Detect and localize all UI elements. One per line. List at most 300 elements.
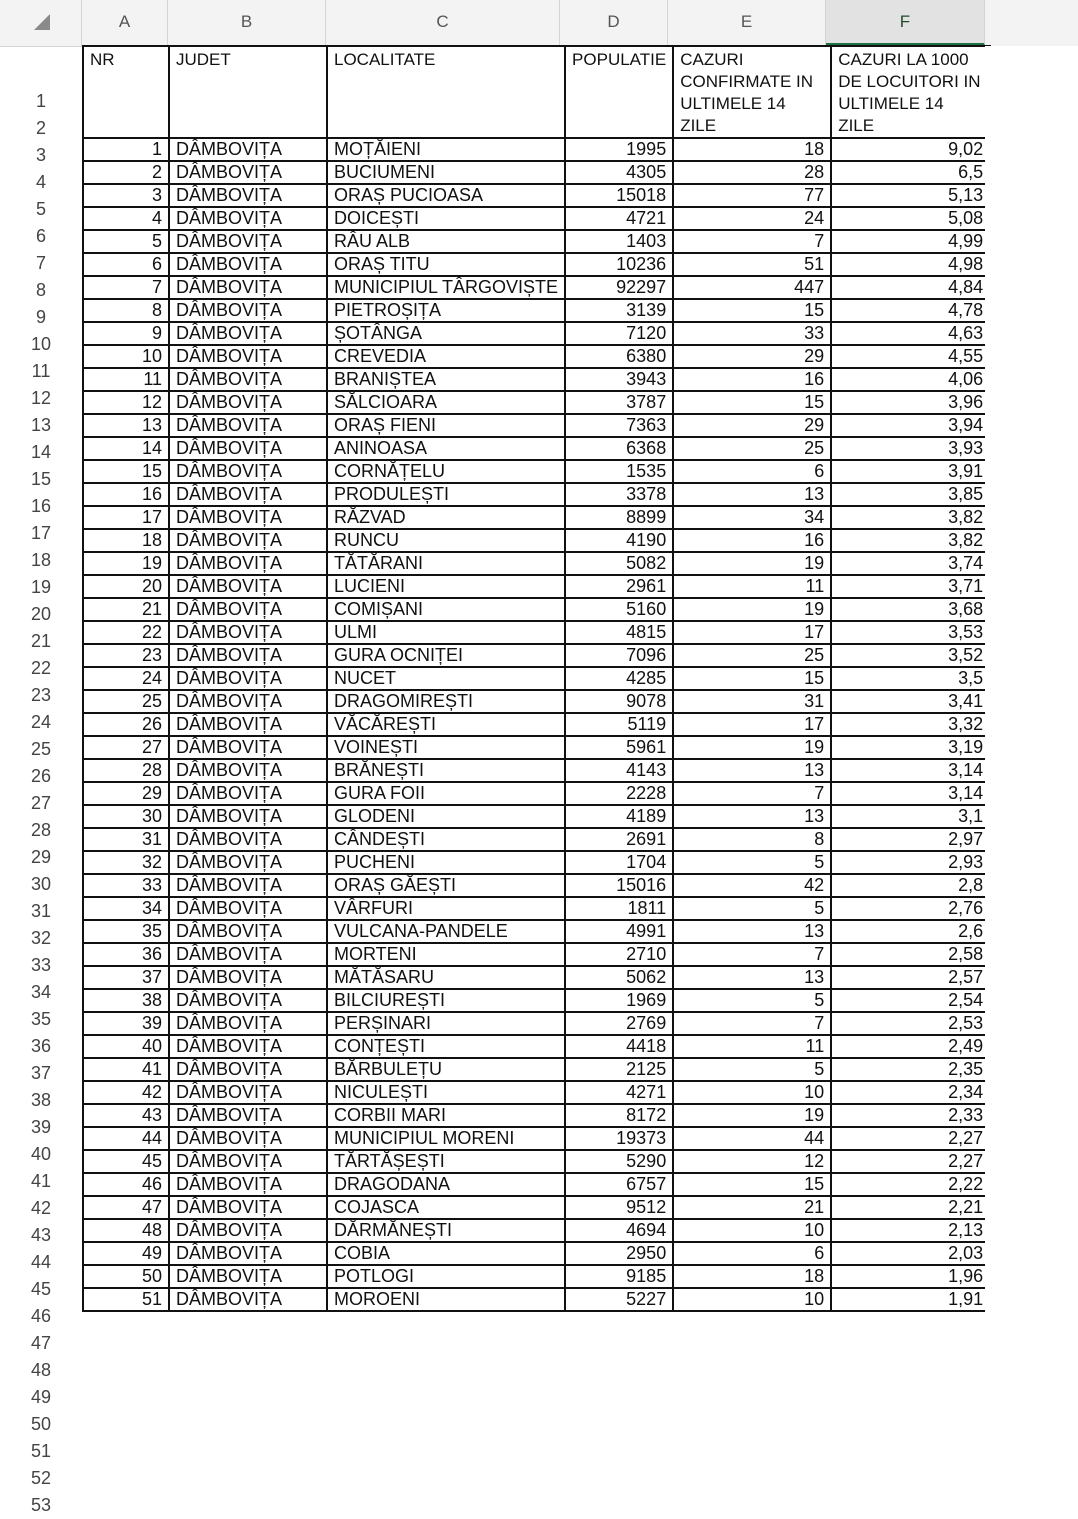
cell-nr[interactable]: 36 (83, 943, 169, 966)
row-number[interactable]: 22 (0, 655, 82, 682)
cell-cazuri[interactable]: 13 (673, 920, 831, 943)
cell-localitate[interactable]: ORAȘ GĂEȘTI (327, 874, 565, 897)
cell-rata[interactable]: 4,55 (831, 345, 990, 368)
cell-nr[interactable]: 47 (83, 1196, 169, 1219)
cell-localitate[interactable]: TĂTĂRANI (327, 552, 565, 575)
row-number[interactable]: 48 (0, 1357, 82, 1384)
cell-cazuri[interactable]: 13 (673, 759, 831, 782)
cell-rata[interactable]: 2,6 (831, 920, 990, 943)
cell-localitate[interactable]: SĂLCIOARA (327, 391, 565, 414)
cell-populatie[interactable]: 4143 (565, 759, 673, 782)
cell-judet[interactable]: DÂMBOVIȚA (169, 1035, 327, 1058)
cell-localitate[interactable]: CÂNDEȘTI (327, 828, 565, 851)
cell-nr[interactable]: 44 (83, 1127, 169, 1150)
cell-populatie[interactable]: 4418 (565, 1035, 673, 1058)
row-number[interactable]: 36 (0, 1033, 82, 1060)
cell-populatie[interactable]: 2710 (565, 943, 673, 966)
cell-nr[interactable]: 51 (83, 1288, 169, 1311)
cell-rata[interactable]: 4,63 (831, 322, 990, 345)
cell-judet[interactable]: DÂMBOVIȚA (169, 253, 327, 276)
cell-nr[interactable]: 39 (83, 1012, 169, 1035)
cell-localitate[interactable]: BRĂNEȘTI (327, 759, 565, 782)
cell-cazuri[interactable]: 13 (673, 805, 831, 828)
row-number[interactable]: 35 (0, 1006, 82, 1033)
row-number[interactable]: 40 (0, 1141, 82, 1168)
cell-judet[interactable]: DÂMBOVIȚA (169, 1173, 327, 1196)
cell-populatie[interactable]: 4189 (565, 805, 673, 828)
cell-localitate[interactable]: COBIA (327, 1242, 565, 1265)
cell-populatie[interactable]: 5119 (565, 713, 673, 736)
header-nr[interactable]: NR (83, 46, 169, 138)
cell-localitate[interactable]: DOICEȘTI (327, 207, 565, 230)
cell-populatie[interactable]: 3378 (565, 483, 673, 506)
cell-nr[interactable]: 41 (83, 1058, 169, 1081)
column-header-d[interactable]: D (560, 0, 668, 46)
cell-nr[interactable]: 43 (83, 1104, 169, 1127)
cell-rata[interactable]: 2,03 (831, 1242, 990, 1265)
cell-judet[interactable]: DÂMBOVIȚA (169, 552, 327, 575)
cell-nr[interactable]: 30 (83, 805, 169, 828)
cell-rata[interactable]: 3,93 (831, 437, 990, 460)
cell-nr[interactable]: 48 (83, 1219, 169, 1242)
cell-judet[interactable]: DÂMBOVIȚA (169, 966, 327, 989)
cell-judet[interactable]: DÂMBOVIȚA (169, 276, 327, 299)
cell-localitate[interactable]: ULMI (327, 621, 565, 644)
cell-populatie[interactable]: 1704 (565, 851, 673, 874)
cell-cazuri[interactable]: 77 (673, 184, 831, 207)
cell-populatie[interactable]: 6368 (565, 437, 673, 460)
cell-localitate[interactable]: TĂRTĂȘEȘTI (327, 1150, 565, 1173)
cell-populatie[interactable]: 5062 (565, 966, 673, 989)
cell-rata[interactable]: 2,49 (831, 1035, 990, 1058)
cell-judet[interactable]: DÂMBOVIȚA (169, 828, 327, 851)
header-judet[interactable]: JUDET (169, 46, 327, 138)
cell-nr[interactable]: 10 (83, 345, 169, 368)
cell-localitate[interactable]: ORAȘ TITU (327, 253, 565, 276)
cell-cazuri[interactable]: 10 (673, 1081, 831, 1104)
row-number[interactable]: 14 (0, 439, 82, 466)
cell-cazuri[interactable]: 33 (673, 322, 831, 345)
cell-nr[interactable]: 42 (83, 1081, 169, 1104)
cell-cazuri[interactable]: 10 (673, 1219, 831, 1242)
cell-nr[interactable]: 28 (83, 759, 169, 782)
cell-rata[interactable]: 3,71 (831, 575, 990, 598)
cell-localitate[interactable]: CORNĂȚELU (327, 460, 565, 483)
cell-judet[interactable]: DÂMBOVIȚA (169, 690, 327, 713)
cell-judet[interactable]: DÂMBOVIȚA (169, 184, 327, 207)
cell-cazuri[interactable]: 5 (673, 851, 831, 874)
cell-rata[interactable]: 4,84 (831, 276, 990, 299)
cell-cazuri[interactable]: 19 (673, 552, 831, 575)
cell-nr[interactable]: 31 (83, 828, 169, 851)
cell-judet[interactable]: DÂMBOVIȚA (169, 1127, 327, 1150)
cell-cazuri[interactable]: 19 (673, 598, 831, 621)
row-number[interactable]: 12 (0, 385, 82, 412)
cell-nr[interactable]: 13 (83, 414, 169, 437)
cell-nr[interactable]: 26 (83, 713, 169, 736)
cell-cazuri[interactable]: 7 (673, 1012, 831, 1035)
cell-populatie[interactable]: 1535 (565, 460, 673, 483)
cell-nr[interactable]: 32 (83, 851, 169, 874)
cell-cazuri[interactable]: 51 (673, 253, 831, 276)
cell-nr[interactable]: 35 (83, 920, 169, 943)
cell-judet[interactable]: DÂMBOVIȚA (169, 161, 327, 184)
cell-rata[interactable]: 3,14 (831, 759, 990, 782)
cell-cazuri[interactable]: 17 (673, 621, 831, 644)
cell-judet[interactable]: DÂMBOVIȚA (169, 1219, 327, 1242)
row-number[interactable]: 16 (0, 493, 82, 520)
cell-nr[interactable]: 18 (83, 529, 169, 552)
cell-populatie[interactable]: 7363 (565, 414, 673, 437)
cell-localitate[interactable]: MUNICIPIUL MORENI (327, 1127, 565, 1150)
row-number[interactable]: 46 (0, 1303, 82, 1330)
cell-cazuri[interactable]: 28 (673, 161, 831, 184)
cell-populatie[interactable]: 6380 (565, 345, 673, 368)
cell-rata[interactable]: 4,99 (831, 230, 990, 253)
cell-localitate[interactable]: BUCIUMENI (327, 161, 565, 184)
cell-populatie[interactable]: 5290 (565, 1150, 673, 1173)
column-header-b[interactable]: B (168, 0, 326, 46)
row-number[interactable]: 33 (0, 952, 82, 979)
row-number[interactable]: 41 (0, 1168, 82, 1195)
row-number[interactable]: 49 (0, 1384, 82, 1411)
cell-localitate[interactable]: MUNICIPIUL TÂRGOVIȘTE (327, 276, 565, 299)
cell-populatie[interactable]: 2228 (565, 782, 673, 805)
cell-rata[interactable]: 3,52 (831, 644, 990, 667)
cell-populatie[interactable]: 5160 (565, 598, 673, 621)
cell-nr[interactable]: 11 (83, 368, 169, 391)
cell-localitate[interactable]: COMIȘANI (327, 598, 565, 621)
row-number[interactable]: 19 (0, 574, 82, 601)
cell-judet[interactable]: DÂMBOVIȚA (169, 1265, 327, 1288)
row-number[interactable]: 3 (0, 142, 82, 169)
select-all-corner[interactable] (0, 0, 82, 46)
cell-localitate[interactable]: BĂRBULEȚU (327, 1058, 565, 1081)
cell-nr[interactable]: 2 (83, 161, 169, 184)
cell-judet[interactable]: DÂMBOVIȚA (169, 230, 327, 253)
cell-nr[interactable]: 1 (83, 138, 169, 161)
cell-nr[interactable]: 9 (83, 322, 169, 345)
cell-populatie[interactable]: 9512 (565, 1196, 673, 1219)
cell-localitate[interactable]: MORTENI (327, 943, 565, 966)
cell-populatie[interactable]: 3139 (565, 299, 673, 322)
row-number[interactable]: 2 (0, 115, 82, 142)
cell-nr[interactable]: 19 (83, 552, 169, 575)
cell-cazuri[interactable]: 13 (673, 483, 831, 506)
cell-judet[interactable]: DÂMBOVIȚA (169, 1058, 327, 1081)
cell-judet[interactable]: DÂMBOVIȚA (169, 736, 327, 759)
row-number[interactable]: 43 (0, 1222, 82, 1249)
cell-localitate[interactable]: PUCHENI (327, 851, 565, 874)
cell-cazuri[interactable]: 7 (673, 230, 831, 253)
cell-rata[interactable]: 2,34 (831, 1081, 990, 1104)
cell-judet[interactable]: DÂMBOVIȚA (169, 299, 327, 322)
header-populatie[interactable]: POPULATIE (565, 46, 673, 138)
cell-localitate[interactable]: CREVEDIA (327, 345, 565, 368)
row-number[interactable]: 24 (0, 709, 82, 736)
cell-localitate[interactable]: CONȚEȘTI (327, 1035, 565, 1058)
cell-judet[interactable]: DÂMBOVIȚA (169, 138, 327, 161)
cell-populatie[interactable]: 4305 (565, 161, 673, 184)
cell-judet[interactable]: DÂMBOVIȚA (169, 414, 327, 437)
cell-populatie[interactable]: 4991 (565, 920, 673, 943)
cell-judet[interactable]: DÂMBOVIȚA (169, 759, 327, 782)
cell-populatie[interactable]: 4271 (565, 1081, 673, 1104)
cell-rata[interactable]: 3,14 (831, 782, 990, 805)
row-number[interactable]: 25 (0, 736, 82, 763)
cell-rata[interactable]: 1,96 (831, 1265, 990, 1288)
cell-rata[interactable]: 2,13 (831, 1219, 990, 1242)
cell-rata[interactable]: 2,8 (831, 874, 990, 897)
cell-localitate[interactable]: DRAGOMIREȘTI (327, 690, 565, 713)
cell-rata[interactable]: 3,32 (831, 713, 990, 736)
cell-localitate[interactable]: CORBII MARI (327, 1104, 565, 1127)
cell-rata[interactable]: 3,68 (831, 598, 990, 621)
cell-cazuri[interactable]: 29 (673, 414, 831, 437)
cell-rata[interactable]: 2,27 (831, 1150, 990, 1173)
cell-localitate[interactable]: NUCET (327, 667, 565, 690)
row-number[interactable]: 8 (0, 277, 82, 304)
cell-nr[interactable]: 21 (83, 598, 169, 621)
cell-populatie[interactable]: 1811 (565, 897, 673, 920)
row-number[interactable]: 1 (0, 88, 82, 114)
cell-rata[interactable]: 9,02 (831, 138, 990, 161)
cell-populatie[interactable]: 1403 (565, 230, 673, 253)
row-number[interactable]: 30 (0, 871, 82, 898)
cell-cazuri[interactable]: 11 (673, 575, 831, 598)
cell-nr[interactable]: 23 (83, 644, 169, 667)
cell-rata[interactable]: 2,21 (831, 1196, 990, 1219)
row-number[interactable]: 4 (0, 169, 82, 196)
cell-rata[interactable]: 3,85 (831, 483, 990, 506)
cell-rata[interactable]: 2,58 (831, 943, 990, 966)
cell-nr[interactable]: 7 (83, 276, 169, 299)
cell-nr[interactable]: 50 (83, 1265, 169, 1288)
cell-judet[interactable]: DÂMBOVIȚA (169, 575, 327, 598)
cell-localitate[interactable]: MĂTĂSARU (327, 966, 565, 989)
cell-localitate[interactable]: BRANIȘTEA (327, 368, 565, 391)
cell-localitate[interactable]: GURA OCNIȚEI (327, 644, 565, 667)
cell-judet[interactable]: DÂMBOVIȚA (169, 460, 327, 483)
cell-populatie[interactable]: 4815 (565, 621, 673, 644)
cell-judet[interactable]: DÂMBOVIȚA (169, 644, 327, 667)
row-number[interactable]: 51 (0, 1438, 82, 1465)
cell-rata[interactable]: 5,08 (831, 207, 990, 230)
cell-judet[interactable]: DÂMBOVIȚA (169, 1150, 327, 1173)
cell-populatie[interactable]: 19373 (565, 1127, 673, 1150)
cell-rata[interactable]: 3,5 (831, 667, 990, 690)
cell-cazuri[interactable]: 44 (673, 1127, 831, 1150)
cell-localitate[interactable]: PERȘINARI (327, 1012, 565, 1035)
cell-judet[interactable]: DÂMBOVIȚA (169, 782, 327, 805)
cell-rata[interactable]: 2,22 (831, 1173, 990, 1196)
cell-populatie[interactable]: 7120 (565, 322, 673, 345)
header-rata[interactable]: CAZURI LA 1000 DE LOCUITORI IN ULTIMELE 14 ZILE (831, 46, 990, 138)
cell-localitate[interactable]: BILCIUREȘTI (327, 989, 565, 1012)
cell-judet[interactable]: DÂMBOVIȚA (169, 506, 327, 529)
header-cazuri[interactable]: CAZURI CONFIRMATE IN ULTIMELE 14 ZILE (673, 46, 831, 138)
cell-populatie[interactable]: 4721 (565, 207, 673, 230)
cell-nr[interactable]: 16 (83, 483, 169, 506)
cell-cazuri[interactable]: 24 (673, 207, 831, 230)
row-number[interactable]: 27 (0, 790, 82, 817)
row-number[interactable]: 21 (0, 628, 82, 655)
cell-judet[interactable]: DÂMBOVIȚA (169, 1196, 327, 1219)
cell-localitate[interactable]: PRODULEȘTI (327, 483, 565, 506)
row-number[interactable]: 53 (0, 1492, 82, 1519)
cell-rata[interactable]: 5,13 (831, 184, 990, 207)
cell-populatie[interactable]: 5227 (565, 1288, 673, 1311)
cell-judet[interactable]: DÂMBOVIȚA (169, 851, 327, 874)
cell-rata[interactable]: 3,91 (831, 460, 990, 483)
cell-populatie[interactable]: 4190 (565, 529, 673, 552)
cell-nr[interactable]: 4 (83, 207, 169, 230)
cell-cazuri[interactable]: 18 (673, 138, 831, 161)
cell-nr[interactable]: 17 (83, 506, 169, 529)
row-number[interactable]: 7 (0, 250, 82, 277)
cell-rata[interactable]: 2,93 (831, 851, 990, 874)
cell-cazuri[interactable]: 5 (673, 1058, 831, 1081)
cell-cazuri[interactable]: 19 (673, 736, 831, 759)
cell-nr[interactable]: 29 (83, 782, 169, 805)
cell-judet[interactable]: DÂMBOVIȚA (169, 322, 327, 345)
cell-judet[interactable]: DÂMBOVIȚA (169, 920, 327, 943)
cell-nr[interactable]: 40 (83, 1035, 169, 1058)
cell-populatie[interactable]: 2961 (565, 575, 673, 598)
cell-populatie[interactable]: 7096 (565, 644, 673, 667)
cell-rata[interactable]: 2,33 (831, 1104, 990, 1127)
cell-judet[interactable]: DÂMBOVIȚA (169, 483, 327, 506)
cell-nr[interactable]: 20 (83, 575, 169, 598)
cell-populatie[interactable]: 3787 (565, 391, 673, 414)
cell-cazuri[interactable]: 16 (673, 368, 831, 391)
row-number[interactable]: 11 (0, 358, 82, 385)
cell-rata[interactable]: 2,97 (831, 828, 990, 851)
cell-cazuri[interactable]: 25 (673, 644, 831, 667)
row-number[interactable]: 52 (0, 1465, 82, 1492)
cell-nr[interactable]: 24 (83, 667, 169, 690)
cell-rata[interactable]: 2,27 (831, 1127, 990, 1150)
cell-nr[interactable]: 46 (83, 1173, 169, 1196)
cell-populatie[interactable]: 5082 (565, 552, 673, 575)
row-number[interactable]: 37 (0, 1060, 82, 1087)
cell-cazuri[interactable]: 16 (673, 529, 831, 552)
cell-rata[interactable]: 2,57 (831, 966, 990, 989)
cell-judet[interactable]: DÂMBOVIȚA (169, 667, 327, 690)
cell-cazuri[interactable]: 19 (673, 1104, 831, 1127)
cell-nr[interactable]: 37 (83, 966, 169, 989)
cell-nr[interactable]: 6 (83, 253, 169, 276)
row-number[interactable]: 34 (0, 979, 82, 1006)
cell-localitate[interactable]: POTLOGI (327, 1265, 565, 1288)
cell-localitate[interactable]: NICULEȘTI (327, 1081, 565, 1104)
cell-rata[interactable]: 3,96 (831, 391, 990, 414)
cell-judet[interactable]: DÂMBOVIȚA (169, 943, 327, 966)
cell-cazuri[interactable]: 25 (673, 437, 831, 460)
row-number[interactable]: 20 (0, 601, 82, 628)
row-number[interactable]: 5 (0, 196, 82, 223)
cell-populatie[interactable]: 8899 (565, 506, 673, 529)
cell-nr[interactable]: 33 (83, 874, 169, 897)
cell-rata[interactable]: 3,1 (831, 805, 990, 828)
cell-rata[interactable]: 3,82 (831, 529, 990, 552)
cell-cazuri[interactable]: 6 (673, 1242, 831, 1265)
cell-populatie[interactable]: 2125 (565, 1058, 673, 1081)
cell-localitate[interactable]: PIETROȘIȚA (327, 299, 565, 322)
cell-judet[interactable]: DÂMBOVIȚA (169, 989, 327, 1012)
cell-rata[interactable]: 3,41 (831, 690, 990, 713)
cell-cazuri[interactable]: 11 (673, 1035, 831, 1058)
cell-cazuri[interactable]: 447 (673, 276, 831, 299)
cell-populatie[interactable]: 2950 (565, 1242, 673, 1265)
cell-judet[interactable]: DÂMBOVIȚA (169, 897, 327, 920)
cell-localitate[interactable]: ORAȘ FIENI (327, 414, 565, 437)
cell-cazuri[interactable]: 42 (673, 874, 831, 897)
cell-populatie[interactable]: 3943 (565, 368, 673, 391)
cell-localitate[interactable]: ȘOTÂNGA (327, 322, 565, 345)
cell-localitate[interactable]: COJASCA (327, 1196, 565, 1219)
cell-localitate[interactable]: GLODENI (327, 805, 565, 828)
cell-nr[interactable]: 38 (83, 989, 169, 1012)
cell-judet[interactable]: DÂMBOVIȚA (169, 1104, 327, 1127)
cell-nr[interactable]: 12 (83, 391, 169, 414)
cell-populatie[interactable]: 10236 (565, 253, 673, 276)
row-number[interactable]: 17 (0, 520, 82, 547)
row-number[interactable]: 26 (0, 763, 82, 790)
cell-cazuri[interactable]: 15 (673, 1173, 831, 1196)
cell-localitate[interactable]: ORAȘ PUCIOASA (327, 184, 565, 207)
cell-cazuri[interactable]: 34 (673, 506, 831, 529)
cell-rata[interactable]: 3,53 (831, 621, 990, 644)
cell-nr[interactable]: 49 (83, 1242, 169, 1265)
cell-nr[interactable]: 27 (83, 736, 169, 759)
cell-cazuri[interactable]: 5 (673, 897, 831, 920)
row-number[interactable]: 29 (0, 844, 82, 871)
cell-localitate[interactable]: VULCANA-PANDELE (327, 920, 565, 943)
cell-populatie[interactable]: 1995 (565, 138, 673, 161)
cell-localitate[interactable]: VĂCĂREȘTI (327, 713, 565, 736)
cell-judet[interactable]: DÂMBOVIȚA (169, 368, 327, 391)
cell-nr[interactable]: 5 (83, 230, 169, 253)
row-number[interactable]: 15 (0, 466, 82, 493)
cell-localitate[interactable]: RĂZVAD (327, 506, 565, 529)
cell-nr[interactable]: 8 (83, 299, 169, 322)
cell-cazuri[interactable]: 15 (673, 299, 831, 322)
cell-rata[interactable]: 3,19 (831, 736, 990, 759)
row-number[interactable]: 23 (0, 682, 82, 709)
cell-cazuri[interactable]: 15 (673, 667, 831, 690)
row-number[interactable]: 28 (0, 817, 82, 844)
row-number[interactable]: 38 (0, 1087, 82, 1114)
cell-judet[interactable]: DÂMBOVIȚA (169, 437, 327, 460)
cell-populatie[interactable]: 15018 (565, 184, 673, 207)
row-number[interactable]: 47 (0, 1330, 82, 1357)
cell-nr[interactable]: 34 (83, 897, 169, 920)
cell-nr[interactable]: 22 (83, 621, 169, 644)
cell-localitate[interactable]: RÂU ALB (327, 230, 565, 253)
cell-populatie[interactable]: 4285 (565, 667, 673, 690)
cell-cazuri[interactable]: 5 (673, 989, 831, 1012)
cell-rata[interactable]: 2,53 (831, 1012, 990, 1035)
cell-rata[interactable]: 2,35 (831, 1058, 990, 1081)
cell-cazuri[interactable]: 31 (673, 690, 831, 713)
cell-cazuri[interactable]: 17 (673, 713, 831, 736)
row-number[interactable]: 18 (0, 547, 82, 574)
cell-localitate[interactable]: MOROENI (327, 1288, 565, 1311)
cell-cazuri[interactable]: 8 (673, 828, 831, 851)
cell-rata[interactable]: 3,94 (831, 414, 990, 437)
cell-judet[interactable]: DÂMBOVIȚA (169, 598, 327, 621)
